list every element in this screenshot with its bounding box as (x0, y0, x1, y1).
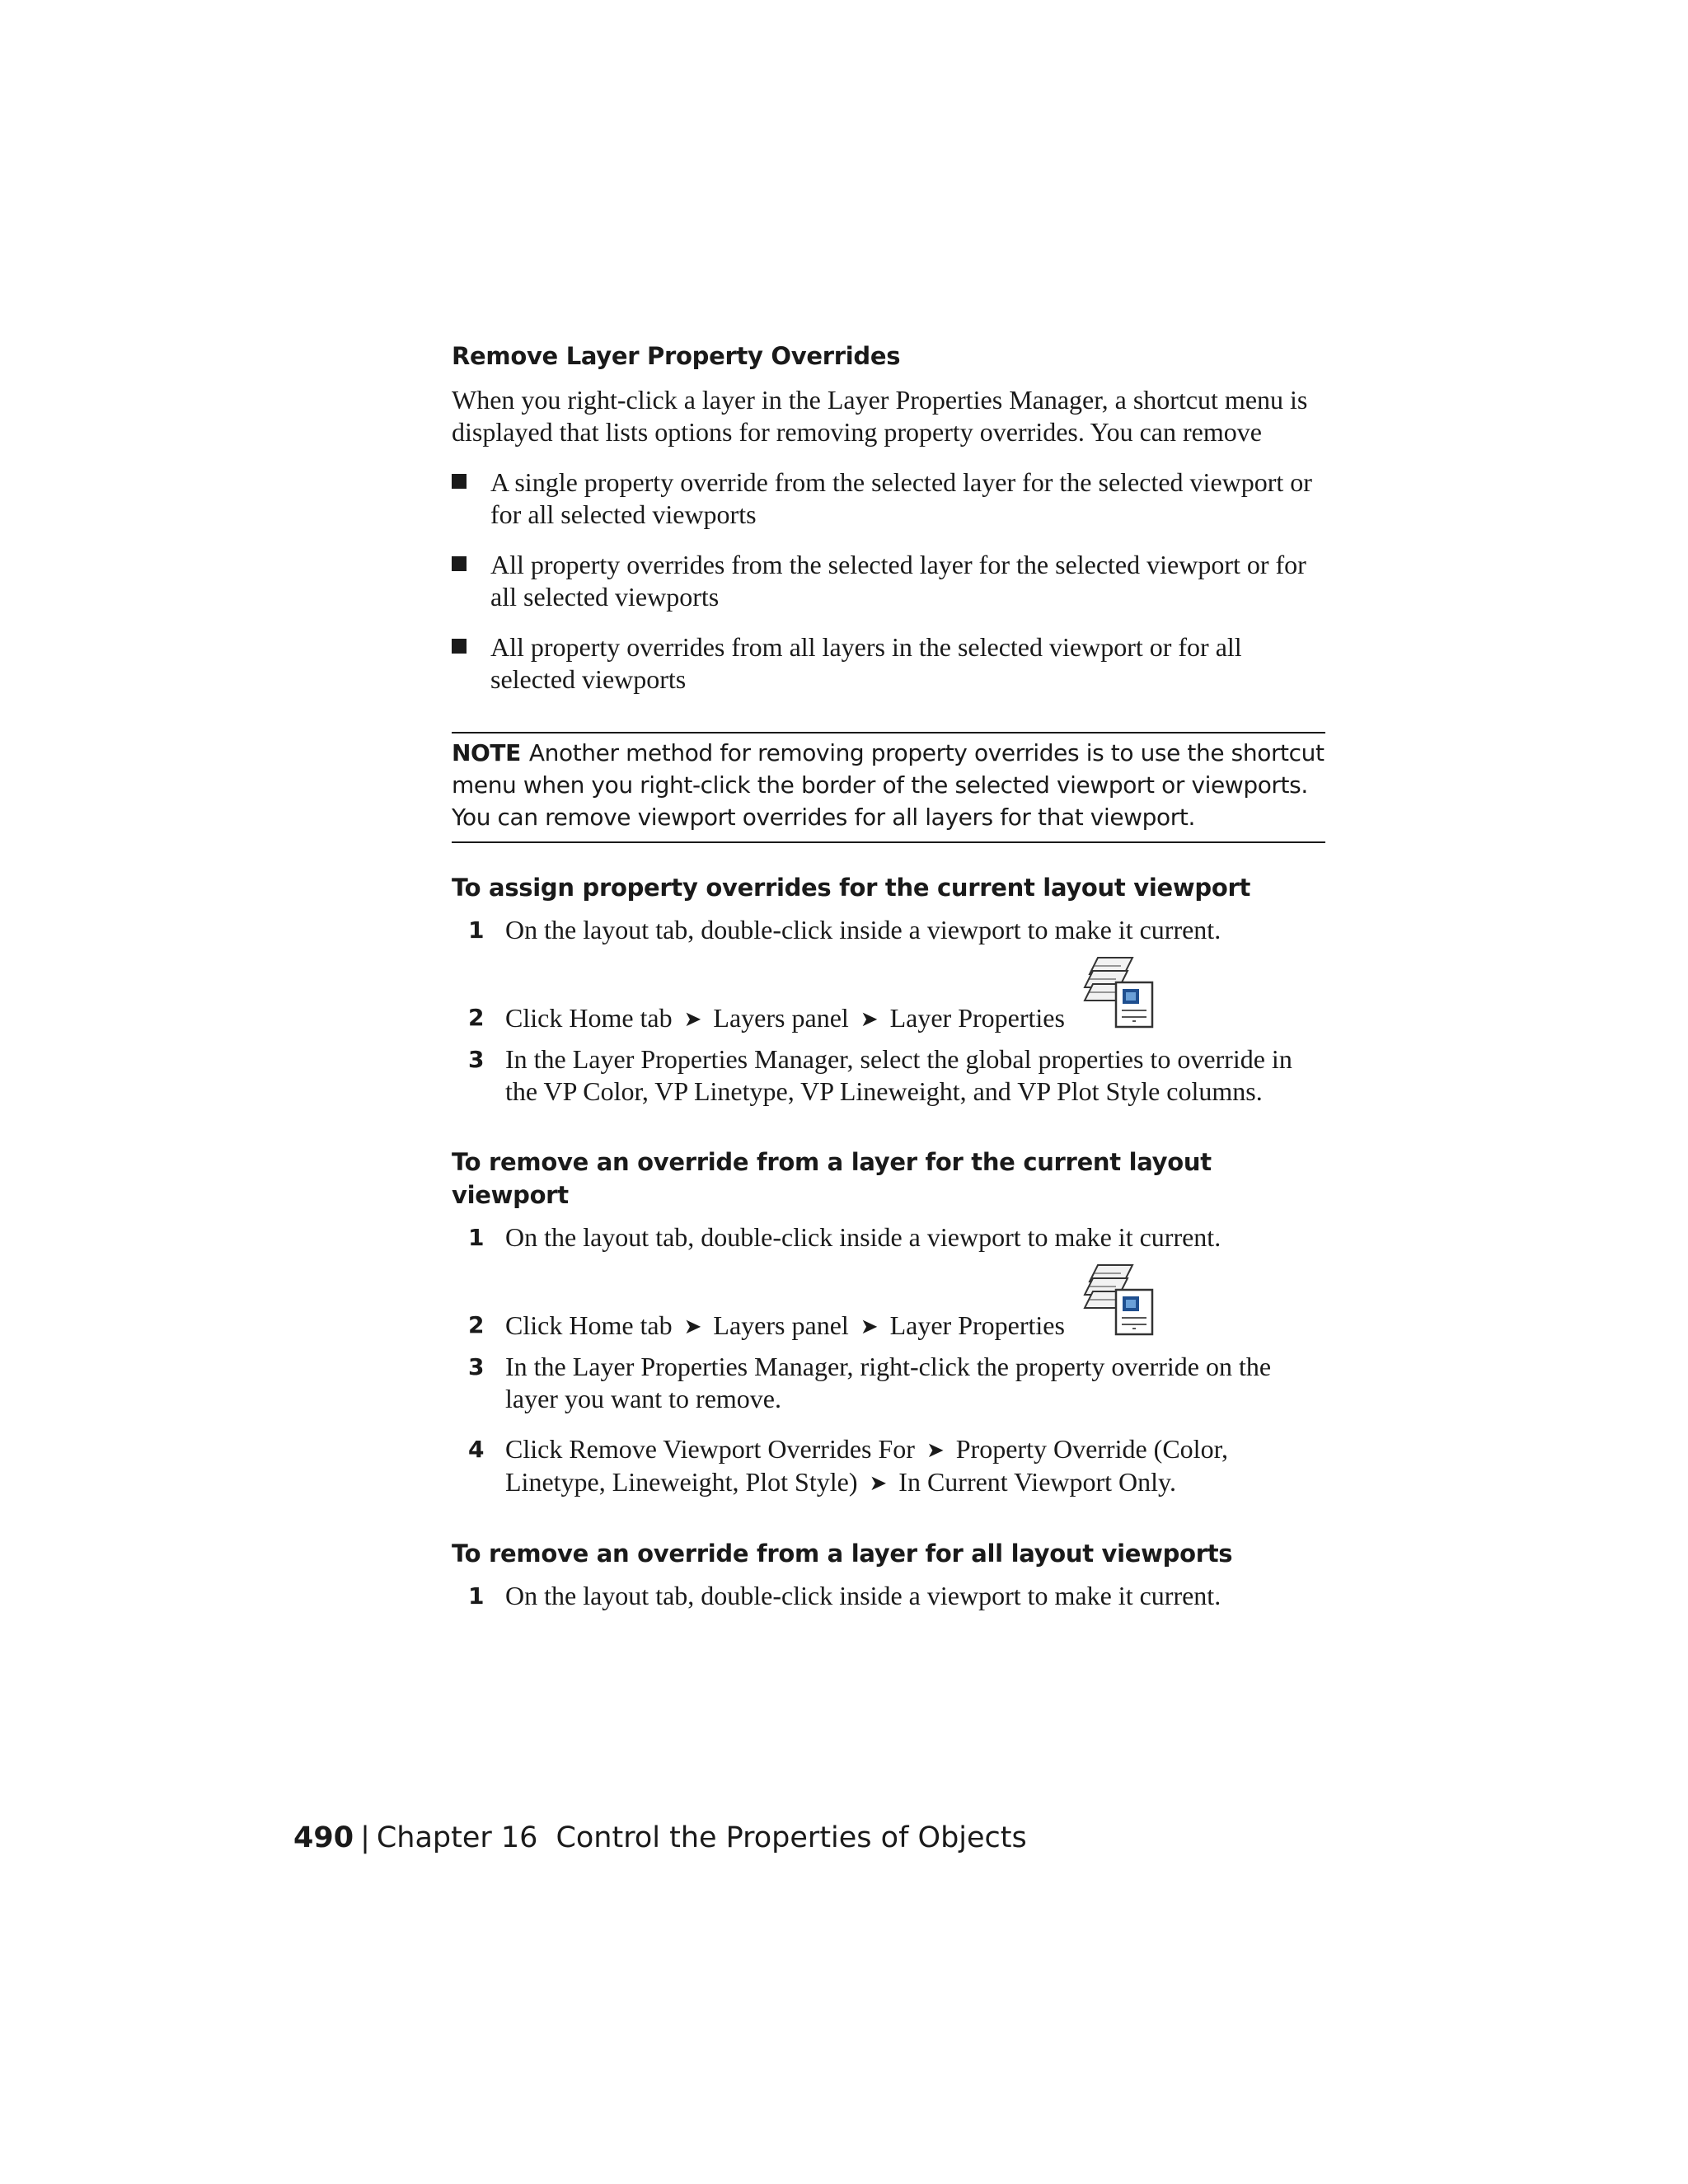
note-label: NOTE (452, 739, 521, 766)
procedure-heading: To remove an override from a layer for the current layout viewport (452, 1148, 1212, 1209)
procedure-heading: To assign property overrides for the current layout viewport (452, 874, 1251, 902)
step-item: 3 In the Layer Properties Manager, right-click the property override on the layer you want to remove. (468, 1352, 1272, 1413)
arrow-icon: ➤ (926, 1438, 945, 1462)
arrow-icon: ➤ (683, 1315, 702, 1338)
arrow-icon: ➤ (860, 1007, 879, 1031)
list-item: All property overrides from all layers in the selected viewport or for all selected viewports (452, 631, 1325, 696)
layer-properties-icon (1081, 1258, 1156, 1338)
square-bullet-icon (452, 639, 467, 654)
chapter-title: Control the Properties of Objects (556, 1821, 1027, 1854)
section-heading: Remove Layer Property Overrides (452, 342, 901, 370)
step-item: 1 On the layout tab, double-click inside a viewport to make it current. (468, 1581, 1221, 1610)
page-footer (293, 1820, 1027, 1856)
step-item: 1 On the layout tab, double-click inside a viewport to make it current. (468, 915, 1221, 944)
square-bullet-icon (452, 474, 467, 489)
arrow-icon: ➤ (869, 1471, 888, 1495)
note-text: Another method for removing property overrides is to use the shortcut menu when you right-click the border of the selected viewport or viewports. You can remove viewport overrides for all layers for that viewport. (452, 739, 1325, 831)
procedure-steps (452, 914, 1325, 1108)
procedure-steps (452, 1580, 1325, 1612)
override-options-list (452, 466, 1325, 696)
intro-paragraph: When you right-click a layer in the Layer Properties Manager, a shortcut menu is displayed that lists options for removing property overrides. You can remove (452, 385, 1308, 447)
arrow-icon: ➤ (683, 1007, 702, 1031)
footer-separator: | (360, 1821, 370, 1854)
list-item: All property overrides from the selected layer for the selected viewport or for all selected viewports (452, 549, 1325, 613)
step-item: 2 Click Home tab ➤ Layers panel ➤ Layer Properties (452, 1258, 1325, 1343)
step-item: 2 Click Home tab ➤ Layers panel ➤ Layer Properties (452, 951, 1325, 1035)
layer-properties-icon (1081, 951, 1156, 1030)
note-box (452, 732, 1325, 843)
procedure-steps (452, 1221, 1325, 1499)
step-item: 1 On the layout tab, double-click inside a viewport to make it current. (468, 1222, 1221, 1252)
list-item: A single property override from the selected layer for the selected viewport or for all selected viewports (452, 466, 1325, 531)
step-item: 3 In the Layer Properties Manager, select the global properties to override in the VP Color, VP Linetype, VP Lineweight, and VP Plot Style columns. (468, 1044, 1292, 1106)
procedure-heading: To remove an override from a layer for all layout viewports (452, 1540, 1233, 1568)
square-bullet-icon (452, 556, 467, 571)
page-content (452, 340, 1325, 1612)
arrow-icon: ➤ (860, 1315, 879, 1338)
page-number: 490 (293, 1821, 354, 1854)
step-item: 4 Click Remove Viewport Overrides For ➤ Property Override (Color, Linetype, Lineweight, Plot Style) ➤ In Current Viewport Only. (452, 1433, 1325, 1499)
chapter-label: Chapter 16 (376, 1821, 538, 1854)
